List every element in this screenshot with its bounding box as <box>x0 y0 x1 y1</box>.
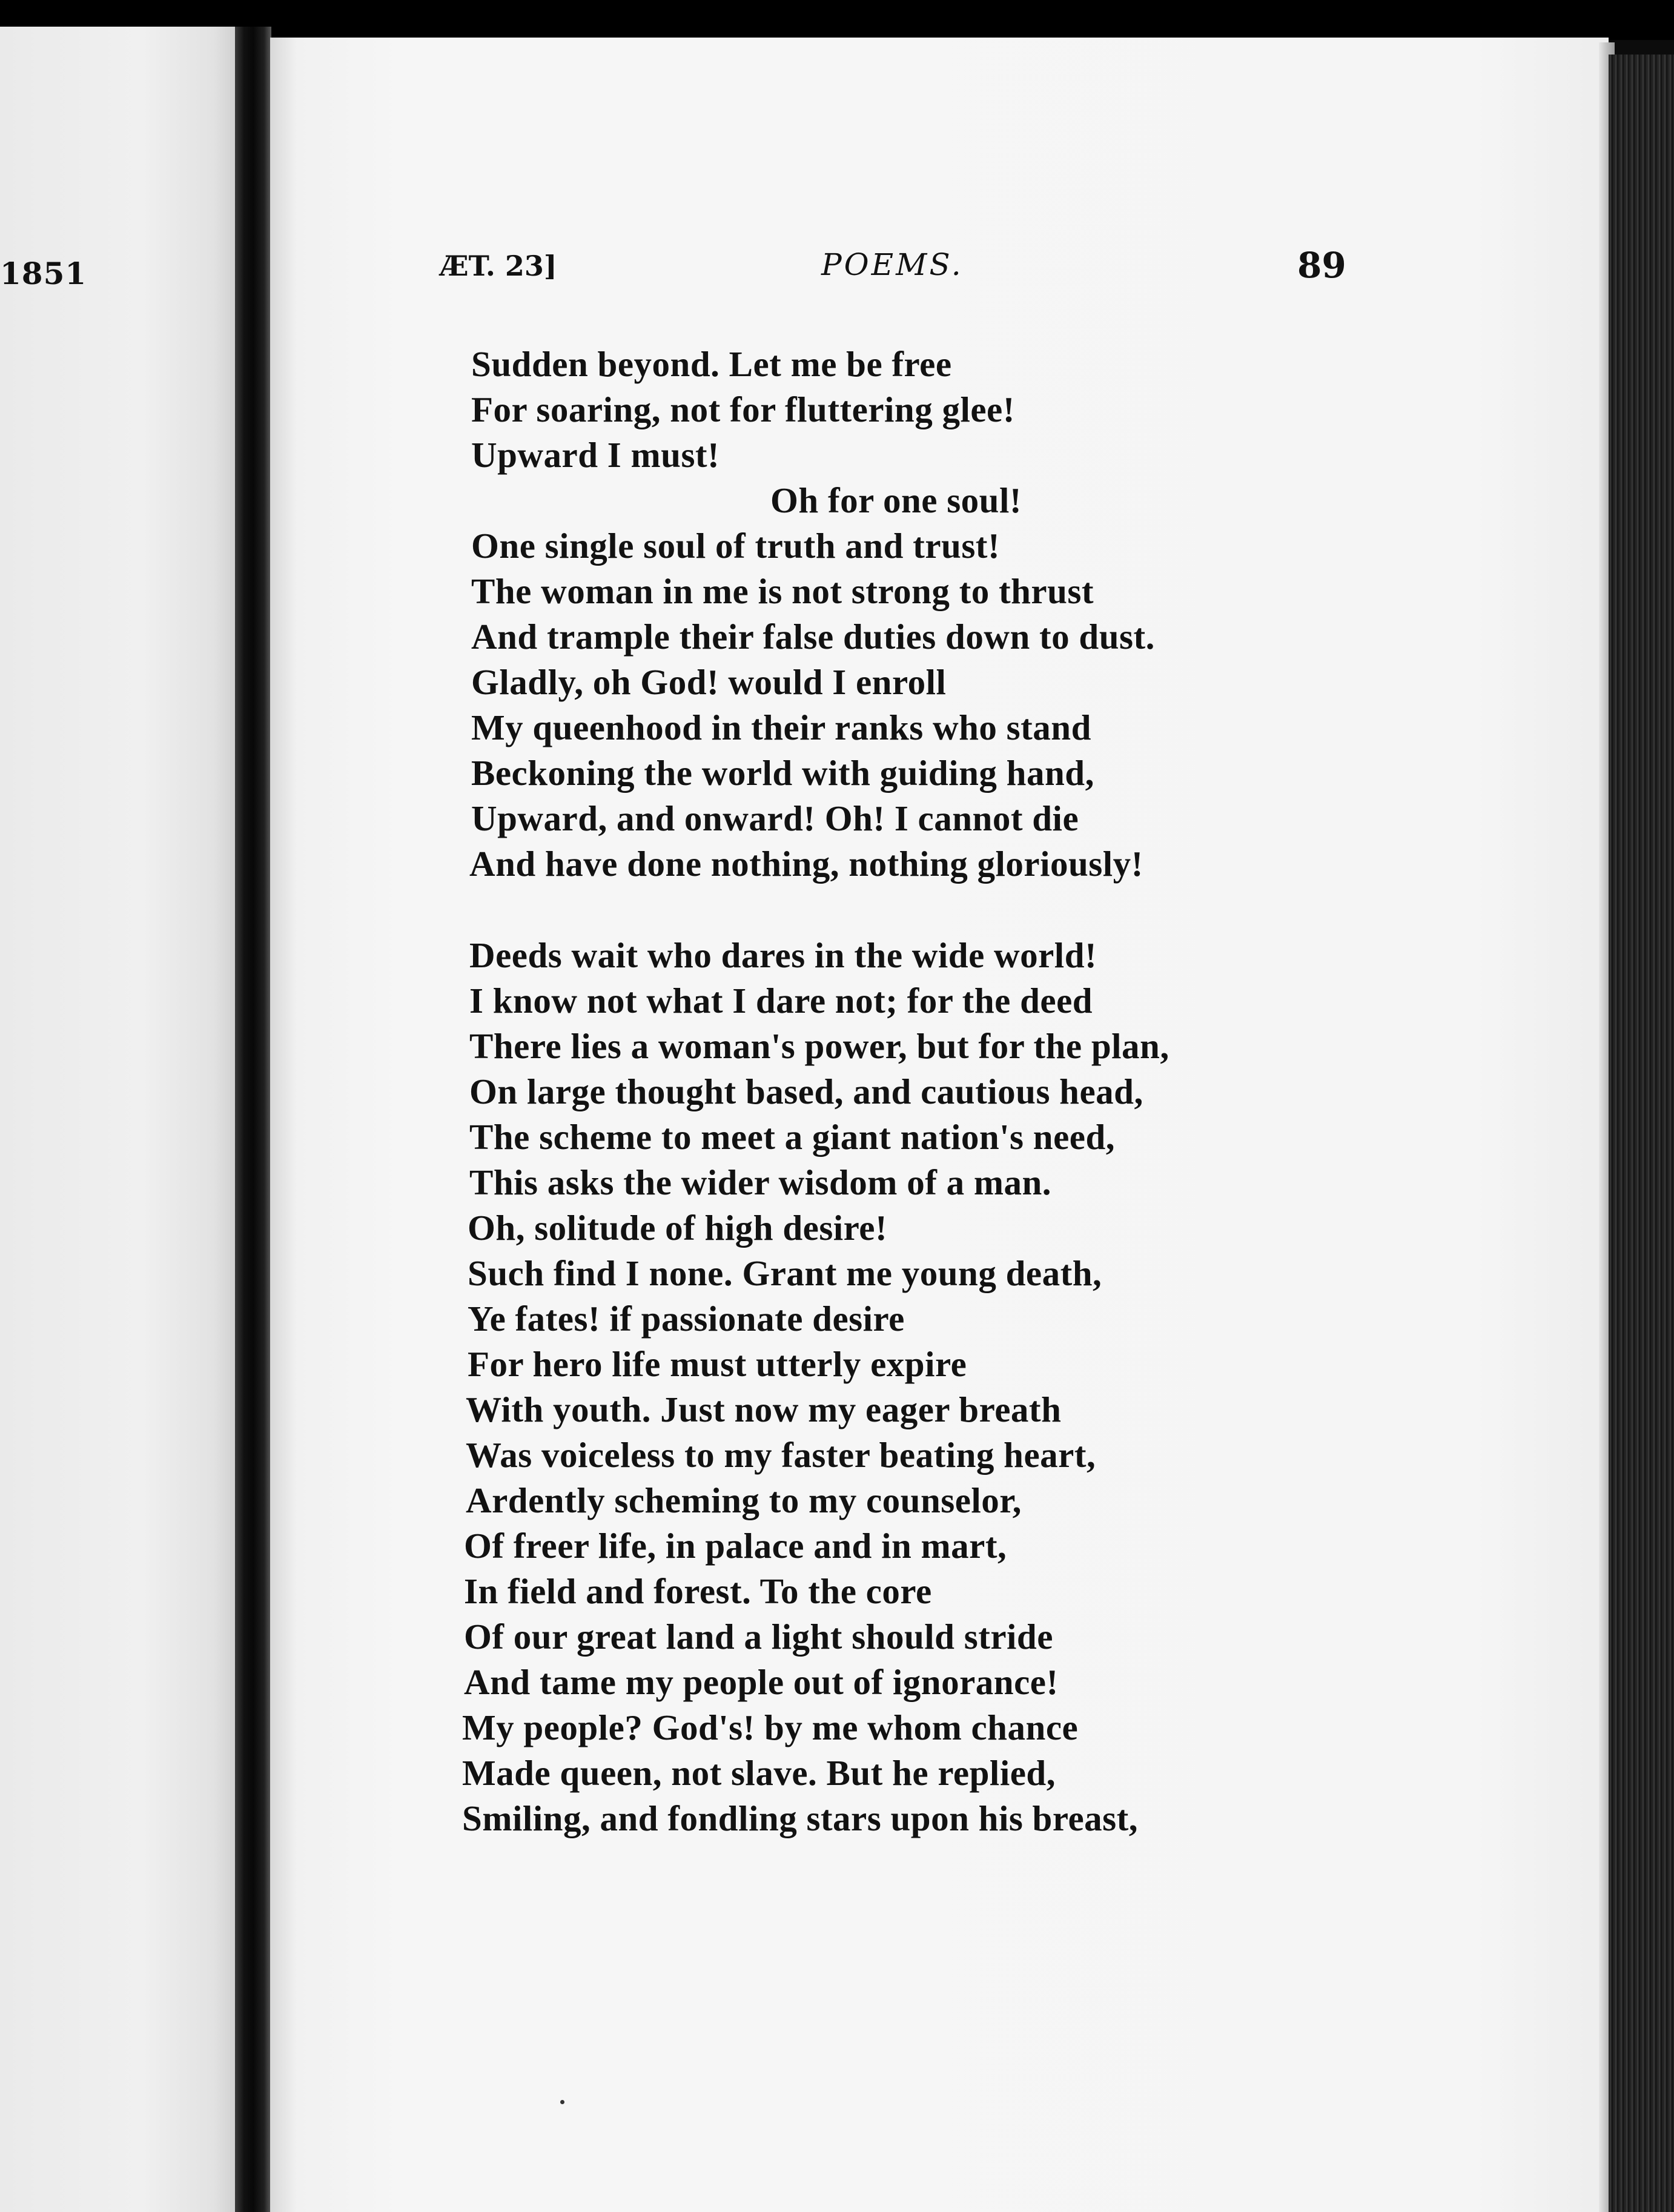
previous-page-year: 1851 <box>0 256 87 291</box>
poem-line: Of our great land a light should stride <box>464 1617 1053 1657</box>
poem-line: Gladly, oh God! would I enroll <box>471 662 947 702</box>
poem-line: Smiling, and fondling stars upon his breast, <box>462 1798 1139 1838</box>
poem-line: And have done nothing, nothing gloriously! <box>469 844 1143 884</box>
poem-line: With youth. Just now my eager breath <box>466 1389 1062 1429</box>
poem-line: On large thought based, and cautious head, <box>469 1071 1143 1111</box>
poem-line: Oh, solitude of high desire! <box>468 1208 888 1248</box>
poem-line: Made queen, not slave. But he replied, <box>462 1753 1056 1793</box>
poem-line: Beckoning the world with guiding hand, <box>471 753 1094 793</box>
poem-line: Sudden beyond. Let me be free <box>471 344 952 384</box>
poem-line: One single soul of truth and trust! <box>471 526 1001 566</box>
poem-line: Ye fates! if passionate desire <box>468 1299 905 1339</box>
poem-line: My people? God's! by me whom chance <box>462 1707 1079 1747</box>
running-head-age: ÆT. 23] <box>440 250 557 282</box>
poem-line: And tame my people out of ignorance! <box>464 1662 1059 1702</box>
poem-line: There lies a woman's power, but for the plan, <box>469 1026 1169 1066</box>
poem-line: For hero life must utterly expire <box>468 1344 967 1384</box>
poem-line: I know not what I dare not; for the deed <box>469 981 1093 1021</box>
poem-line: My queenhood in their ranks who stand <box>471 707 1091 747</box>
poem-line: Of freer life, in palace and in mart, <box>464 1526 1007 1566</box>
page-number: 89 <box>1297 245 1346 286</box>
poem-line: Deeds wait who dares in the wide world! <box>469 935 1097 975</box>
ink-speck <box>560 2100 564 2104</box>
poem-line: Such find I none. Grant me young death, <box>468 1253 1102 1293</box>
poem-line: Upward I must! <box>471 435 720 475</box>
poem-line: The scheme to meet a giant nation's need, <box>469 1117 1116 1157</box>
poem-line: This asks the wider wisdom of a man. <box>469 1162 1052 1202</box>
running-head-title: POEMS. <box>821 247 964 282</box>
poem-line: Ardently scheming to my counselor, <box>466 1480 1022 1520</box>
poem-line: And trample their false duties down to dust. <box>471 617 1155 657</box>
poem-line: Upward, and onward! Oh! I cannot die <box>471 798 1079 838</box>
poem-line: For soaring, not for fluttering glee! <box>471 389 1015 429</box>
poem-line: The woman in me is not strong to thrust <box>471 571 1094 611</box>
poem-line: Oh for one soul! <box>770 480 1022 520</box>
poem-line: In field and forest. To the core <box>464 1571 932 1611</box>
poem-line: Was voiceless to my faster beating heart, <box>466 1435 1096 1475</box>
